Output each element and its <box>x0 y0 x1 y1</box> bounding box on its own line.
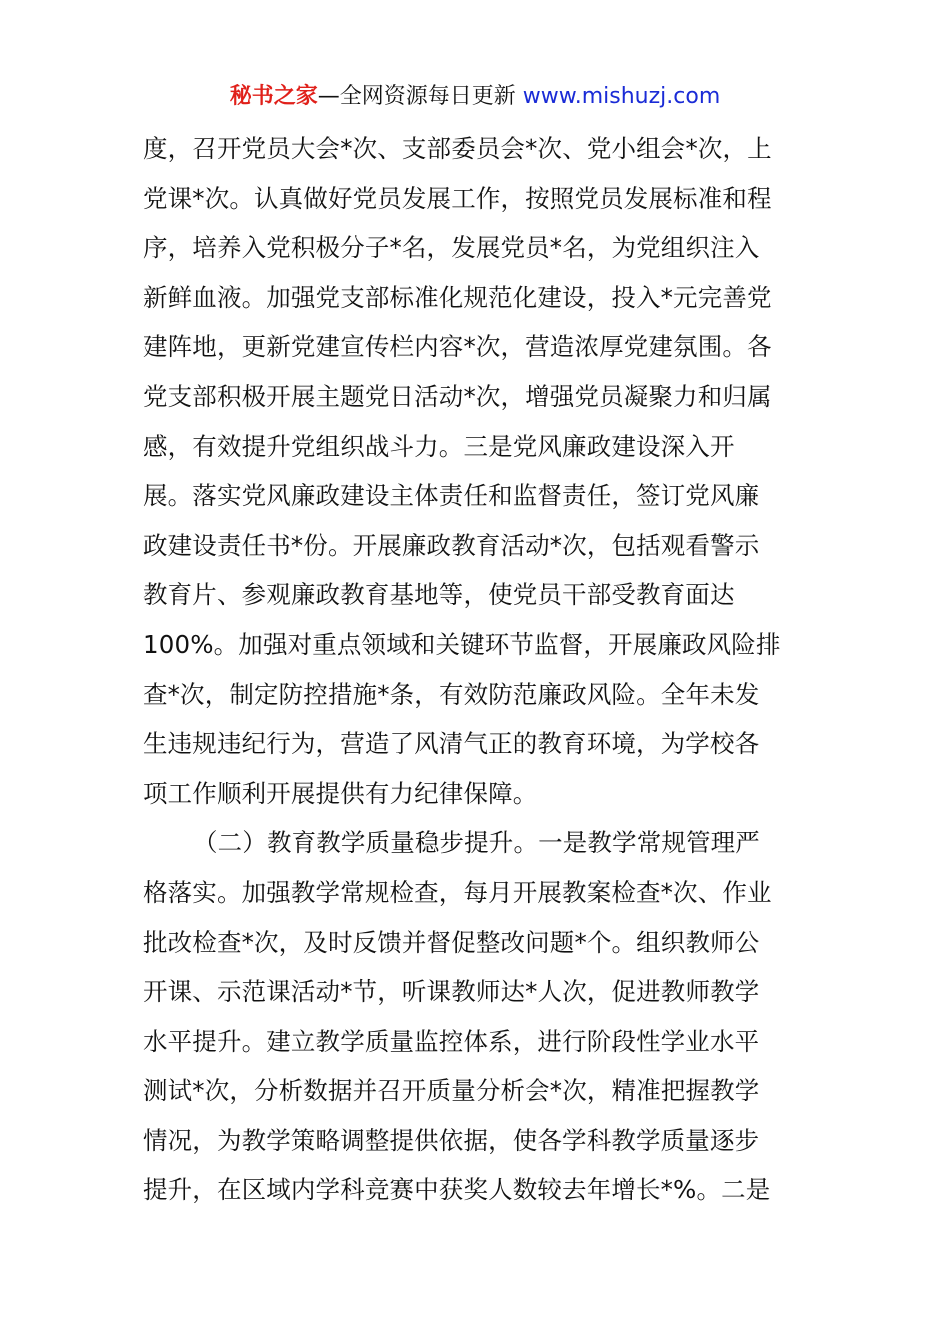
text-line: 测试*次，分析数据并召开质量分析会*次，精准把握教学 <box>143 1076 760 1106</box>
text-line: 开课、示范课活动*节，听课教师达*人次，促进教师教学 <box>143 977 760 1007</box>
text-line: 政建设责任书*份。开展廉政教育活动*次，包括观看警示 <box>143 530 760 560</box>
text-line: 批改检查*次，及时反馈并督促整改问题*个。组织教师公 <box>143 927 760 957</box>
text-line: 建阵地，更新党建宣传栏内容*次，营造浓厚党建氛围。各 <box>143 332 772 362</box>
site-url[interactable]: www.mishuzj.com <box>522 84 721 109</box>
text-line: 度，召开党员大会*次、支部委员会*次、党小组会*次，上 <box>143 134 772 163</box>
text-line: 格落实。加强教学常规检查，每月开展教案检查*次、作业 <box>143 877 772 907</box>
page-header <box>0 80 950 114</box>
text-line: 查*次，制定防控措施*条，有效防范廉政风险。全年未发 <box>143 679 760 709</box>
text-line: 新鲜血液。加强党支部标准化规范化建设，投入*元完善党 <box>143 282 772 312</box>
site-tagline: —全网资源每日更新 <box>317 84 516 109</box>
text-line: 项工作顺利开展提供有力纪律保障。 <box>143 778 538 808</box>
text-line: 展。落实党风廉政建设主体责任和监督责任，签订党风廉 <box>143 481 760 511</box>
text-line: 教育片、参观廉政教育基地等，使党员干部受教育面达 <box>143 580 735 610</box>
site-brand: 秘书之家 <box>229 84 318 109</box>
text-line: 水平提升。建立教学质量监控体系，进行阶段性学业水平 <box>143 1026 760 1056</box>
text-line: 感，有效提升党组织战斗力。三是党风廉政建设深入开 <box>143 431 735 461</box>
text-line: 提升，在区域内学科竞赛中获奖人数较去年增长*%。二是 <box>143 1175 771 1205</box>
section-heading-line: （二）教育教学质量稳步提升。一是教学常规管理严 <box>193 828 760 858</box>
text-line: 情况，为教学策略调整提供依据，使各学科教学质量逐步 <box>143 1125 760 1155</box>
text-line: 100%。加强对重点领域和关键环节监督，开展廉政风险排 <box>143 629 781 659</box>
text-line: 党支部积极开展主题党日活动*次，增强党员凝聚力和归属 <box>143 381 772 411</box>
document-body <box>143 124 813 1215</box>
text-line: 生违规违纪行为，营造了风清气正的教育环境，为学校各 <box>143 729 760 759</box>
text-line: 党课*次。认真做好党员发展工作，按照党员发展标准和程 <box>143 183 772 213</box>
text-line: 序，培养入党积极分子*名，发展党员*名，为党组织注入 <box>143 233 760 263</box>
